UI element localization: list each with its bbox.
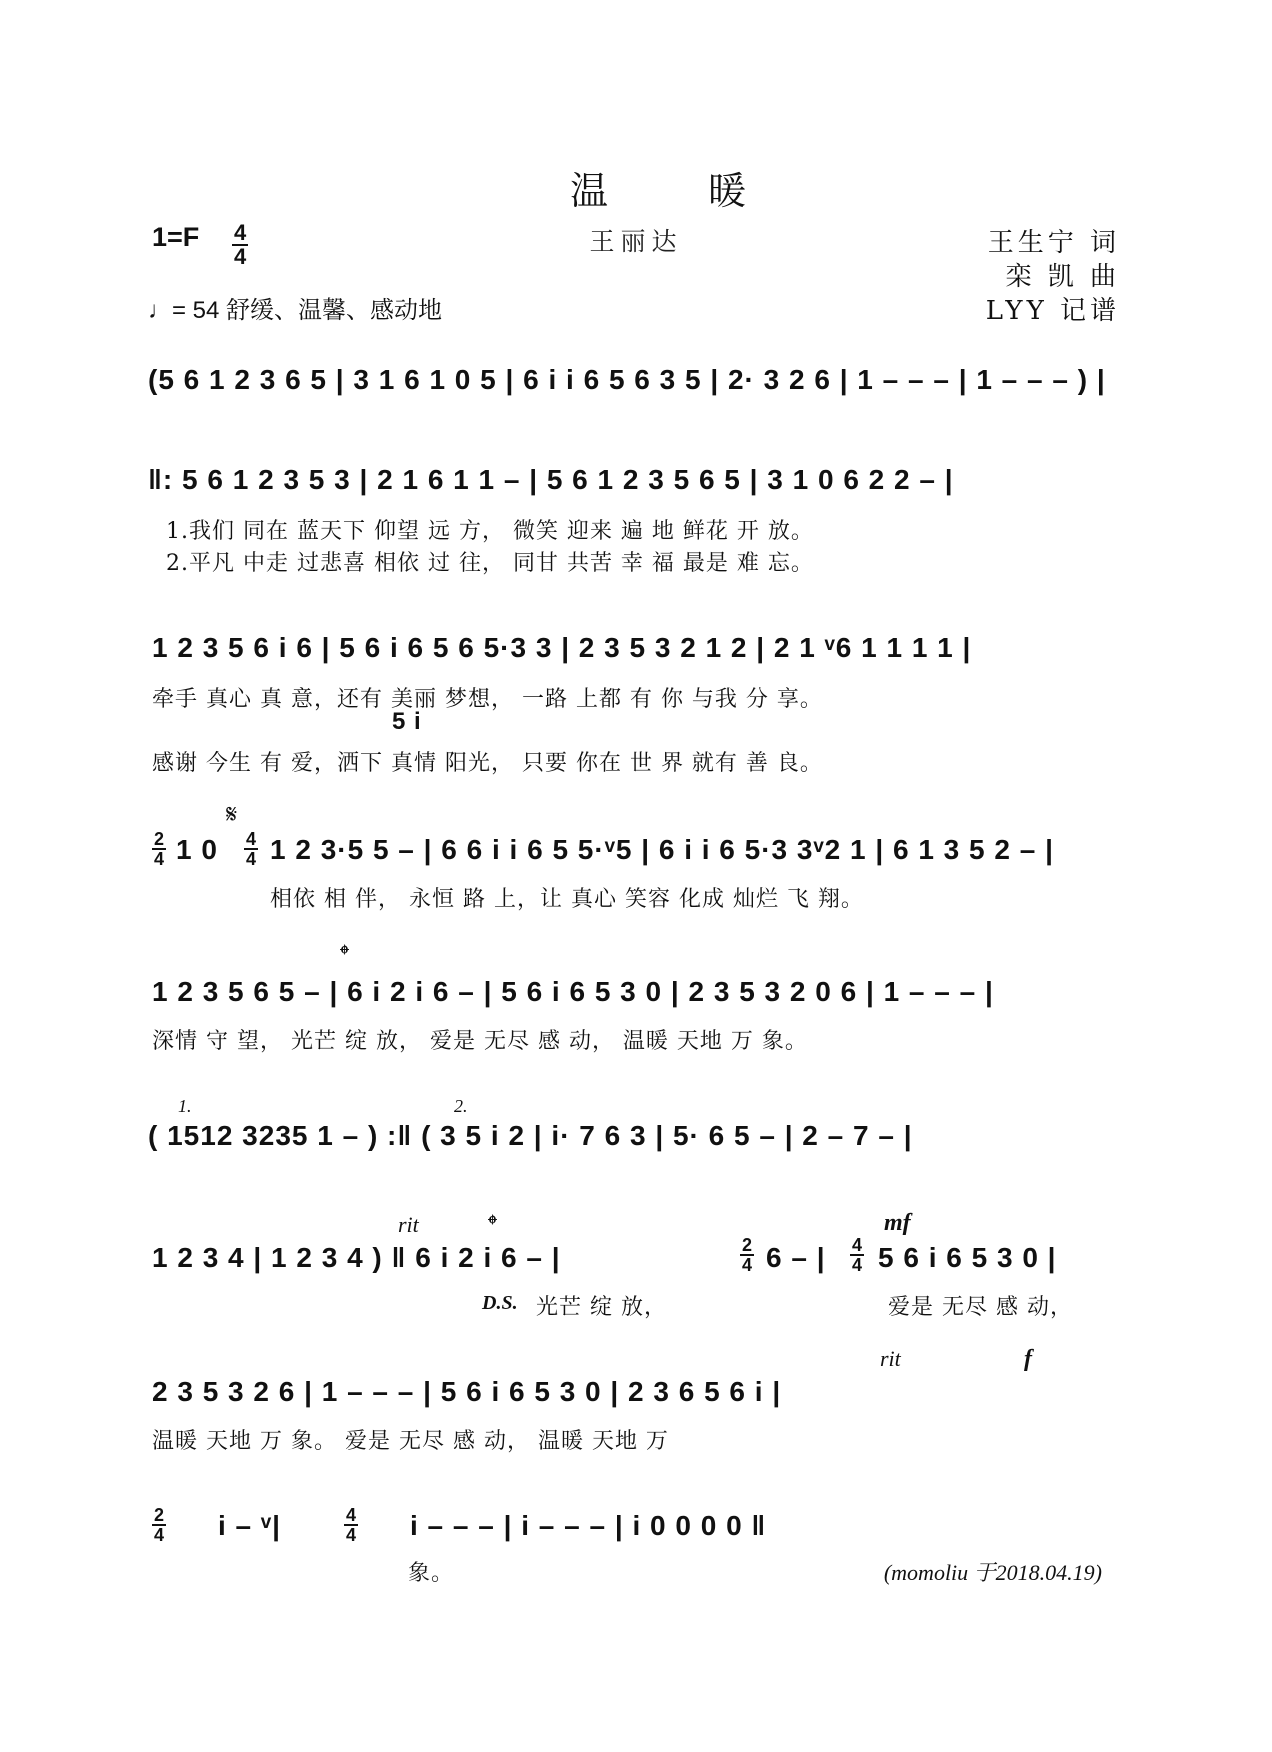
final-notes-b: i – – – | i – – – | i 0 0 0 0 ‖ [410,1510,767,1541]
ts-num: 4 [346,1505,357,1525]
verse-lyric-4: 感谢 今生 有 爱，洒下 真情 阳光， 只要 你在 世 界 就有 善 良。 [152,751,823,776]
singer-name: 王丽达 [589,227,683,256]
coda-notes-1b: 6 – | [766,1242,826,1273]
ts-den: 4 [346,1525,357,1545]
ts-den: 4 [742,1255,753,1275]
time-signature-numerator: 4 [234,220,247,245]
ts-num: 4 [246,829,257,849]
ts-num: 2 [742,1235,753,1255]
verse-lyric-3: 牵手 真心 真 意，还有 美丽 梦想， 一路 上都 有 你 与我 分 享。 [152,687,823,712]
intro-notes: (5 6 1 2 3 6 5 | 3 1 6 1 0 5 | 6 i i 6 5 6 3 5 | 2· 3 2 6 | 1 – – – | 1 – – – ) | [148,364,1106,395]
time-signature-denominator: 4 [234,244,247,269]
coda-lyric-1a: 光芒 绽 放， [536,1295,667,1320]
time-signature-2-4 [152,830,166,868]
verse-lyric-2: 2.平凡 中走 过悲喜 相依 过 往， 同甘 共苦 幸 福 最是 难 忘。 [166,551,814,576]
ts-den: 4 [154,849,165,869]
key-signature: 1=F [152,222,200,252]
final-notes-a: i – ᵛ| [218,1510,281,1541]
tempo-marking: ♩= 54 舒缓、温馨、感动地 [148,297,443,324]
ending-1-label: 1. [178,1096,192,1116]
lyricist-credit: 王生宁 词 [987,228,1120,258]
coda-notes-1c: 5 6 i 6 5 3 0 | [878,1242,1057,1273]
transcriber-credit: LYY 记谱 [985,296,1120,326]
coda-sign-2: 𝄌 [488,1210,497,1240]
ts-num: 2 [154,1505,165,1525]
time-signature [232,222,248,268]
chorus-notes-1b: 1 2 3·5 5 – | 6 6 i i 6 5 5·ᵛ5 | 6 i i 6 5·3 3ᵛ2 1 | 6 1 3 5 2 – | [270,834,1054,865]
transcription-note: (momoliu 于2018.04.19) [883,1560,1102,1585]
coda-notes-2: 2 3 5 3 2 6 | 1 – – – | 5 6 i 6 5 3 0 | 2 3 6 5 6 i | [152,1376,782,1407]
coda-lyric-1b: 爱是 无尽 感 动， [888,1295,1073,1320]
rit-marking-2: rit [880,1346,901,1371]
ts-den: 4 [246,849,257,869]
ds-marking: D.S. [482,1292,518,1314]
ts-num: 2 [154,829,165,849]
time-signature-4-4 [850,1236,864,1274]
time-signature-2-4 [740,1236,754,1274]
mf-dynamic: mf [884,1210,911,1236]
ts-den: 4 [852,1255,863,1275]
coda-sign: 𝄌 [340,940,349,970]
segno-sign: 𝄋 [226,800,238,830]
time-signature-4-4 [244,830,258,868]
time-signature-2-4 [152,1506,166,1544]
ending-notes: ( 1512 3235 1 – ) :‖ ( 3 5 i 2 | i· 7 6 3 | 5· 6 5 – | 2 – 7 – | [148,1120,913,1151]
chorus-notes-1a: 1 0 [176,834,218,865]
coda-notes-1a: 1 2 3 4 | 1 2 3 4 ) ‖ 6 i 2 i 6 – | [152,1242,561,1273]
ts-den: 4 [154,1525,165,1545]
rit-marking-1: rit [398,1212,419,1237]
verse-notes-1: ‖: 5 6 1 2 3 5 3 | 2 1 6 1 1 – | 5 6 1 2 3 5 6 5 | 3 1 0 6 2 2 – | [148,464,954,495]
chorus-lyric-2: 深情 守 望， 光芒 绽 放， 爱是 无尽 感 动， 温暖 天地 万 象。 [152,1029,808,1054]
time-signature-4-4 [344,1506,358,1544]
verse-lyric-1: 1.我们 同在 蓝天下 仰望 远 方， 微笑 迎来 遍 地 鲜花 开 放。 [166,519,814,544]
composer-credit: 栾 凯 曲 [1005,262,1120,292]
chorus-lyric-1: 相依 相 伴， 永恒 路 上，让 真心 笑容 化成 灿烂 飞 翔。 [270,887,864,912]
verse-notes-2: 1 2 3 5 6 i 6 | 5 6 i 6 5 6 5·3 3 | 2 3 5 3 2 1 2 | 2 1 ᵛ6 1 1 1 1 | [152,632,972,663]
alternate-notes: 5 i [392,708,422,735]
final-lyric: 象。 [408,1561,455,1586]
song-title: 温 暖 [569,169,791,213]
ts-num: 4 [852,1235,863,1255]
chorus-notes-2: 1 2 3 5 6 5 – | 6 i 2 i 6 – | 5 6 i 6 5 3 0 | 2 3 5 3 2 0 6 | 1 – – – | [152,976,994,1007]
ending-2-label: 2. [454,1096,468,1116]
coda-lyric-2: 温暖 天地 万 象。 爱是 无尽 感 动， 温暖 天地 万 [152,1429,669,1454]
f-dynamic: f [1024,1346,1032,1372]
